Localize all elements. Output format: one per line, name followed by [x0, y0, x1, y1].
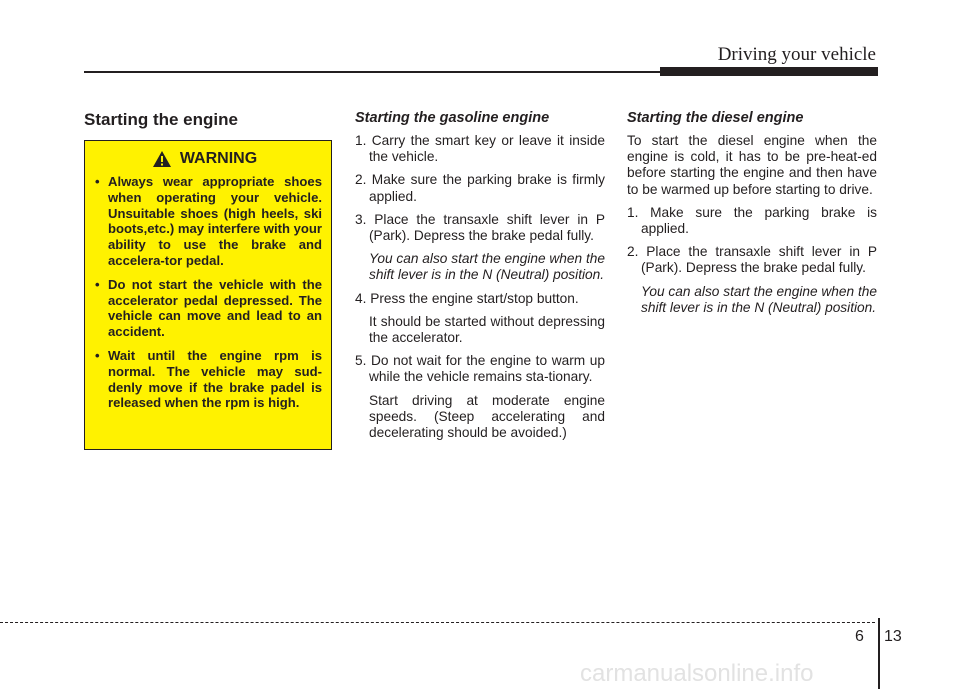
- gasoline-step-1: 1. Carry the smart key or leave it inside the vehicle.: [355, 133, 605, 165]
- warning-triangle-icon: [152, 150, 172, 168]
- diesel-step-2: 2. Place the transaxle shift lever in P (Park). Depress the brake pedal fully.: [627, 244, 877, 276]
- warning-list: [91, 174, 322, 411]
- warning-title: WARNING: [179, 150, 258, 167]
- header-rule: [84, 71, 664, 73]
- diesel-column: [627, 110, 877, 323]
- header-bar: [660, 67, 878, 76]
- diesel-title: Starting the diesel engine: [627, 110, 804, 126]
- diesel-note: You can also start the engine when the shift lever is in the N (Neutral) position.: [641, 283, 877, 315]
- gasoline-column: [355, 110, 605, 448]
- page-number: 13: [884, 628, 902, 645]
- gasoline-step-4-detail: It should be started without depressing the accelerator.: [369, 313, 605, 346]
- warning-header: [87, 150, 322, 168]
- footer-rule: [0, 622, 875, 623]
- watermark: carmanualsonline.info: [580, 660, 814, 687]
- gasoline-step-4: 4. Press the engine start/stop button.: [355, 290, 579, 306]
- chapter-number: 6: [855, 628, 864, 645]
- warning-box: [84, 140, 332, 450]
- gasoline-step-5-detail: Start driving at moderate engine speeds. (Steep accelerating and decelerating should be avoided.): [369, 392, 605, 441]
- warning-item: • Wait until the engine rpm is normal. The vehicle may sud-denly move if the brake padel is released when the rpm is high.: [91, 348, 322, 411]
- diesel-step-1: 1. Make sure the parking brake is applied.: [627, 204, 877, 237]
- header-section-title: Driving your vehicle: [717, 44, 876, 65]
- gasoline-step-5: 5. Do not wait for the engine to warm up while the vehicle remains sta-tionary.: [355, 353, 605, 385]
- warning-item: • Always wear appropriate shoes when operating your vehicle. Unsuitable shoes (high heels, ski boots,etc.) may interfere with your ability to use the brake and accelera-tor pedal.: [91, 174, 322, 269]
- gasoline-step-2: 2. Make sure the parking brake is firmly applied.: [355, 172, 605, 204]
- gasoline-step-3: 3. Place the transaxle shift lever in P (Park). Depress the brake pedal fully.: [355, 211, 605, 244]
- gasoline-note: You can also start the engine when the shift lever is in the N (Neutral) position.: [369, 251, 605, 283]
- diesel-intro: To start the diesel engine when the engine is cold, it has to be pre-heat-ed before starting the engine and then have to be warmed up before starting to drive.: [627, 133, 877, 197]
- warning-item: • Do not start the vehicle with the accelerator pedal depressed. The vehicle can move and lead to an accident.: [91, 277, 322, 340]
- section-title: Starting the engine: [84, 110, 238, 129]
- gasoline-title: Starting the gasoline engine: [355, 110, 550, 126]
- footer-separator: [878, 618, 880, 689]
